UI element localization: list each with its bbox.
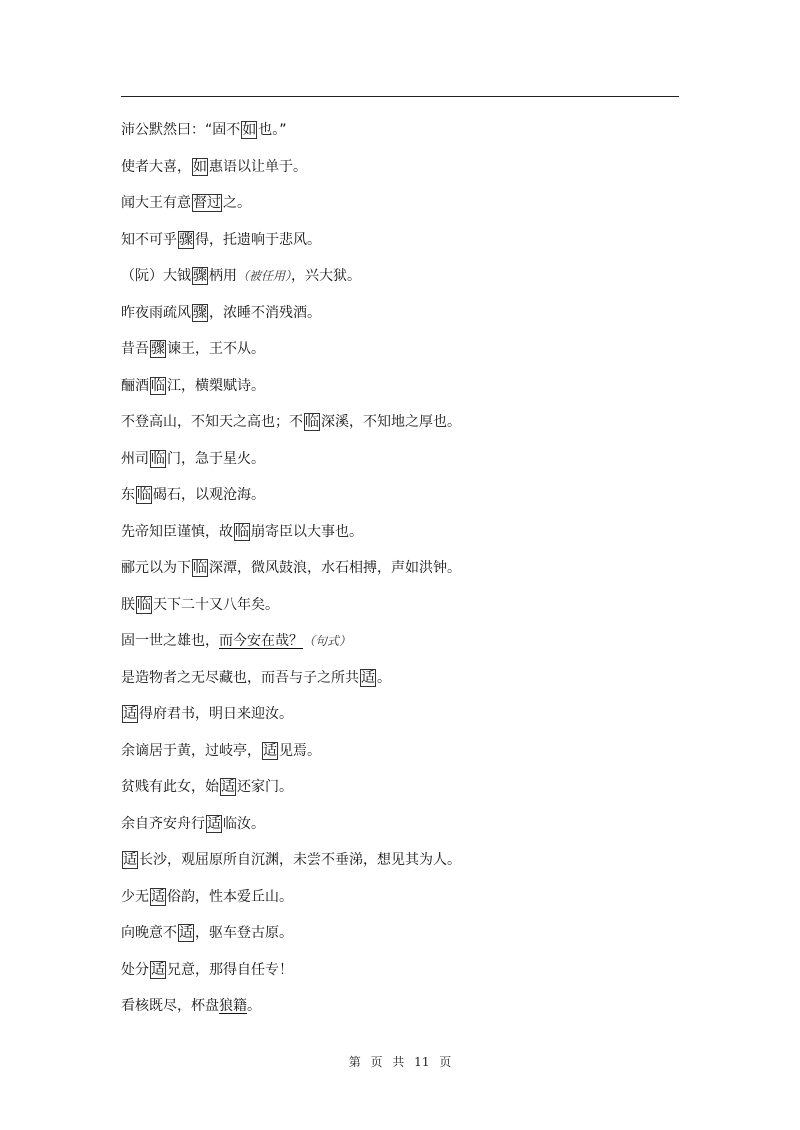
line-text: 贫贱有此女，始 — [121, 779, 219, 795]
underlined-text: 而今安在哉？ — [219, 633, 303, 649]
line-text: 先帝知臣谨慎，故 — [121, 523, 233, 540]
line-text: 天下二十又八年矣。 — [153, 596, 279, 613]
line-text: 郦元以为下 — [121, 560, 191, 576]
text-line — [121, 587, 681, 624]
text-line — [121, 623, 681, 660]
boxed-character: 适 — [221, 779, 235, 795]
boxed-character: 临 — [193, 560, 207, 576]
text-line — [121, 112, 681, 149]
line-text: （阮）大钺 — [121, 268, 191, 284]
line-text: 。 — [377, 669, 391, 686]
text-line — [121, 149, 681, 186]
text-line — [121, 514, 681, 551]
text-line — [121, 915, 681, 952]
line-text: 得，托遗响于悲风。 — [195, 231, 321, 248]
line-text: 不登高山，不知天之高也；不 — [121, 414, 303, 430]
line-text: 长沙，观屈原所自沉渊，未尝不垂涕，想见其为人。 — [139, 852, 461, 868]
text-body — [121, 112, 681, 1025]
boxed-character: 如 — [193, 158, 207, 175]
line-text: 惠语以让单于。 — [209, 158, 307, 175]
line-text: 深潭，微风鼓浪，水石相搏，声如洪钟。 — [209, 560, 461, 576]
line-text: 俗韵，性本爱丘山。 — [167, 888, 293, 905]
boxed-character: 适 — [207, 815, 221, 832]
boxed-character: 骤 — [179, 231, 193, 248]
text-line — [121, 733, 681, 770]
line-text: 门，急于星火。 — [167, 450, 265, 467]
line-text: 余自齐安舟行 — [121, 815, 205, 832]
line-text: 固一世之雄也， — [121, 633, 219, 649]
boxed-character: 适 — [151, 888, 165, 905]
text-line — [121, 660, 681, 697]
line-text: 临汝。 — [223, 815, 265, 832]
page-footer: 第 页 共 11 页 — [348, 1055, 452, 1069]
boxed-character: 临 — [137, 596, 151, 613]
text-line — [121, 331, 681, 368]
text-line — [121, 952, 681, 989]
boxed-character: 临 — [235, 523, 249, 540]
line-text: 知不可乎 — [121, 231, 177, 248]
boxed-character: 临 — [151, 450, 165, 467]
line-text: 酾酒 — [121, 377, 149, 394]
line-text: 东 — [121, 487, 135, 503]
text-line — [121, 258, 681, 295]
line-text: 州司 — [121, 450, 149, 467]
line-text: 闻大王有意 — [121, 195, 191, 211]
boxed-character: 骤 — [193, 304, 207, 321]
line-text: 向晚意不 — [121, 925, 177, 941]
boxed-character: 骤 — [151, 341, 165, 357]
text-line — [121, 441, 681, 478]
boxed-character: 如 — [242, 122, 257, 138]
boxed-character: 适 — [151, 961, 165, 978]
line-text: ，驱车登古原。 — [195, 925, 293, 941]
annotation: （被任用） — [237, 269, 292, 283]
line-text: 江，横槊赋诗。 — [167, 377, 265, 394]
line-text: ，浓睡不消残酒。 — [209, 304, 321, 321]
boxed-character: 适 — [123, 852, 137, 868]
text-line — [121, 879, 681, 916]
underlined-text: 狼籍 — [219, 998, 247, 1014]
boxed-character: 适 — [123, 706, 137, 722]
text-line — [121, 368, 681, 405]
text-line — [121, 185, 681, 222]
boxed-character: 适 — [361, 669, 375, 686]
line-text: 使者大喜， — [121, 158, 191, 175]
text-line — [121, 404, 681, 441]
line-text: 也。” — [258, 122, 287, 138]
line-text: 看核既尽，杯盘 — [121, 998, 219, 1014]
line-text: 之。 — [223, 195, 251, 211]
boxed-character: 骤 — [193, 268, 207, 284]
annotation: （句式） — [303, 634, 352, 648]
boxed-character: 临 — [137, 487, 151, 503]
text-line — [121, 769, 681, 806]
text-line — [121, 988, 681, 1025]
boxed-character: 临 — [305, 414, 319, 430]
line-text: 还家门。 — [237, 779, 293, 795]
line-text: 昔吾 — [121, 341, 149, 357]
line-text: 兄意，那得自任专！ — [167, 961, 293, 978]
line-text: 昨夜雨疏风 — [121, 304, 191, 321]
line-text: 深溪，不知地之厚也。 — [321, 414, 461, 430]
text-line — [121, 806, 681, 843]
line-text: 得府君书，明日来迎汝。 — [139, 706, 293, 722]
boxed-character: 临 — [151, 377, 165, 394]
text-line — [121, 222, 681, 259]
text-line — [121, 842, 681, 879]
boxed-character: 适 — [179, 925, 193, 941]
line-text: 处分 — [121, 961, 149, 978]
text-line — [121, 295, 681, 332]
line-text: 碣石，以观沧海。 — [153, 487, 265, 503]
text-line — [121, 477, 681, 514]
text-line — [121, 696, 681, 733]
line-text: 是造物者之无尽藏也，而吾与子之所共 — [121, 669, 359, 686]
line-text: 朕 — [121, 596, 135, 613]
header-rule — [121, 96, 679, 97]
line-text: 余谪居于黄，过岐亭， — [121, 742, 261, 759]
line-text: 柄用 — [209, 268, 237, 284]
line-text: 见焉。 — [279, 742, 321, 759]
line-text: 崩寄臣以大事也。 — [251, 523, 363, 540]
boxed-character: 督过 — [193, 195, 221, 211]
line-text: ，兴大狱。 — [291, 268, 362, 284]
line-text: 少无 — [121, 888, 149, 905]
text-line — [121, 550, 681, 587]
line-text: 。 — [247, 998, 261, 1014]
line-text: 沛公默然曰：“固不 — [121, 122, 241, 138]
boxed-character: 适 — [263, 742, 277, 759]
line-text: 谏王，王不从。 — [167, 341, 265, 357]
